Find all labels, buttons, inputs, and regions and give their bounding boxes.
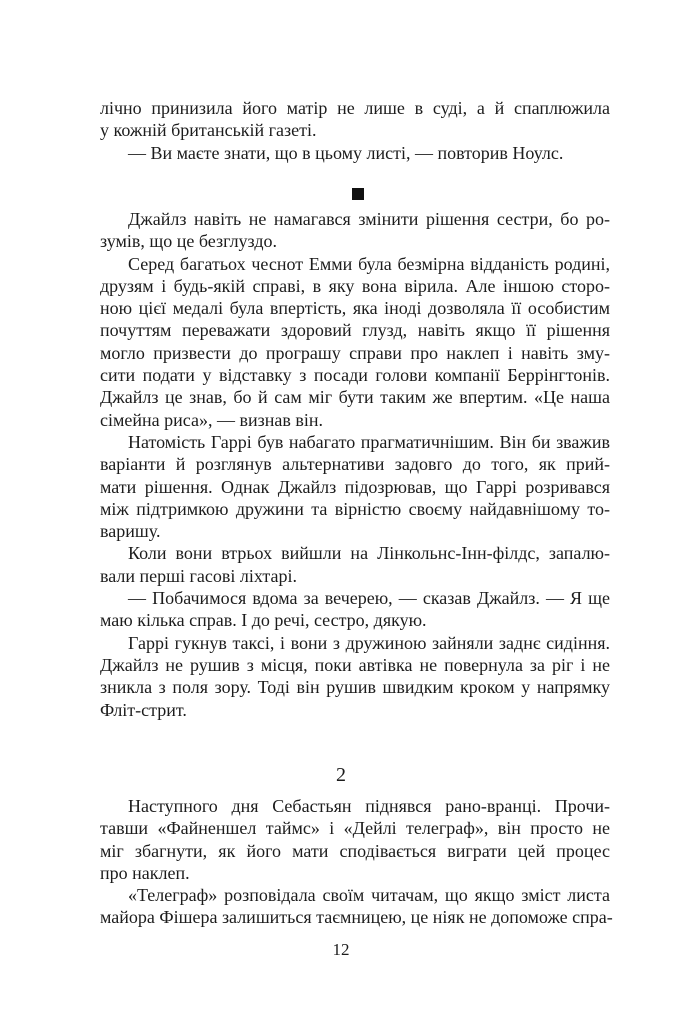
text-block-chapter-start [100,795,613,929]
page-number: 12 [332,940,350,959]
text-line: варіанти й розглянув альтернативи задовго до того, як прий- [100,454,610,475]
text-line: Джайлз навіть не намагався змінити рішення сестри, бо ро- [128,209,610,229]
text-line: лічно принизила його матір не лише в суді, а й спаплюжила [100,98,610,118]
chapter-number: 2 [336,764,346,786]
text-line: між підтримкою дружини та вірністю своєму найдавнішому то- [100,498,610,519]
text-line: мати рішення. Однак Джайлз підозрював, що Гаррі розривався [100,476,610,497]
text-line: могло призвести до програшу справи про наклеп і навіть зму- [100,342,610,363]
text-line: Натомість Гаррі був набагато прагматичнішим. Він би зважив [128,431,610,452]
text-line: ною цієї медалі була впертість, яка іноді дозволяла її особистим [100,298,610,319]
text-block-main [100,208,610,721]
section-break-square [352,188,364,200]
text-line: зумів, що це безглуздо. [100,231,278,252]
text-line: сити подати у відставку з посади голови компанії Беррінгтонів. [100,365,610,386]
text-line: маю кілька справ. І до речі, сестро, дякую. [100,610,427,631]
text-line: майора Фішера залишиться таємницею, це ніяк не допоможе спра- [100,907,613,928]
text-line: зникла з поля зору. Тоді він рушив швидким кроком у напрямку [100,677,610,698]
text-line: — Побачимося вдома за вечерею, — сказав Джайлз. — Я ще [128,588,610,609]
text-line: про наклеп. [100,862,190,883]
text-line: друзям і будь-якій справі, в яку вона вірила. Але іншою сторо- [100,275,610,296]
text-line: у кожній британській газеті. [100,120,317,141]
text-line: Джайлз не рушив з місця, поки автівка не повернула за ріг і не [100,654,610,675]
text-line: — Ви маєте знати, що в цьому листі, — повторив Ноулс. [128,142,564,163]
text-line: вали перші гасові ліхтарі. [100,565,297,586]
text-line: почуттям переважати здоровий глузд, навіть якщо її рішення [100,320,610,341]
text-line: міг збагнути, як його мати сподівається виграти цей процес [100,840,610,861]
text-line: Коли вони втрьох вийшли на Лінкольнс-Інн-філдс, запалю- [128,543,610,564]
text-line: «Телеграф» розповідала своїм читачам, що якщо зміст листа [128,885,610,906]
text-block-opening [100,97,610,164]
text-line: Серед багатьох чеснот Емми була безмірна відданість родині, [128,253,610,274]
text-line: варишу. [100,521,161,542]
text-line: тавши «Файненшел таймс» і «Дейлі телеграф», він просто не [100,818,610,839]
text-line: Джайлз це знав, бо й сам міг бути таким же впертим. «Це наша [100,387,610,408]
text-line: Фліт-стрит. [100,699,187,720]
text-line: Наступного дня Себастьян піднявся рано-вранці. Прочи- [128,796,610,816]
text-line: сімейна риса», — визнав він. [100,409,323,430]
text-line: Гаррі гукнув таксі, і вони з дружиною зайняли заднє сидіння. [128,632,610,653]
